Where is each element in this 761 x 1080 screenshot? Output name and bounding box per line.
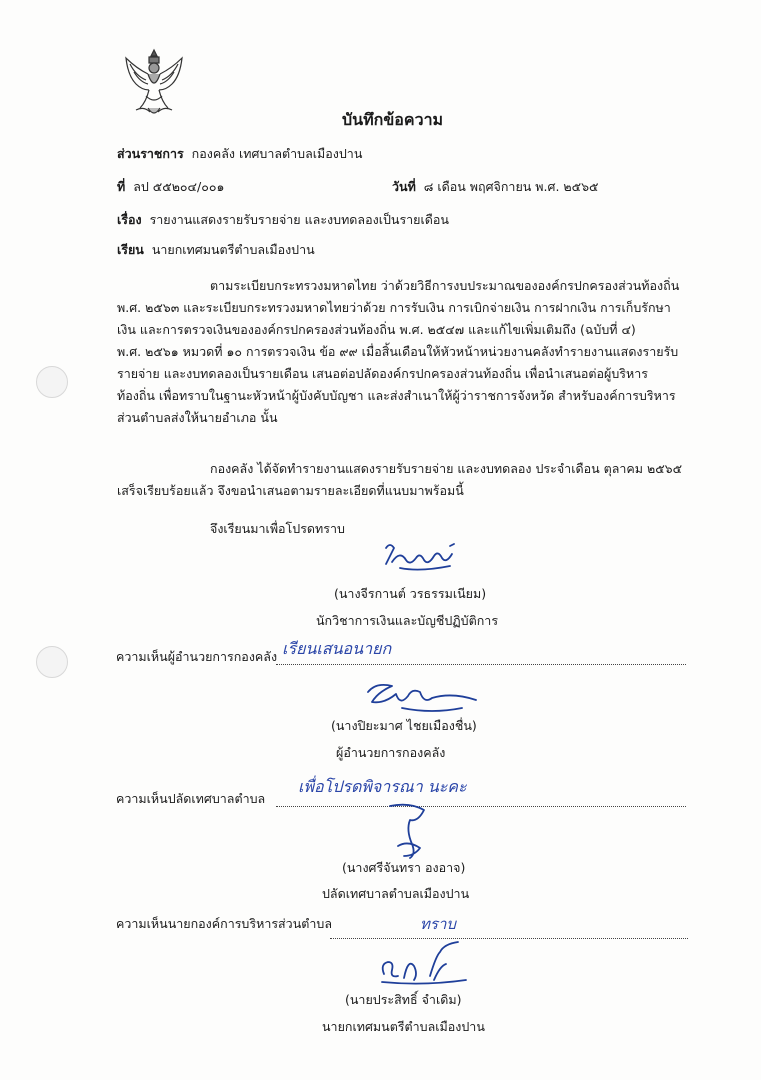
body-p1-line-2: พ.ศ. ๒๕๖๓ และระเบียบกระทรวงมหาดไทยว่าด้วย การรับเงิน การเบิกจ่ายเงิน การฝากเงิน การเก็บรักษา: [117, 300, 671, 315]
s2-name: (นางปิยะมาศ ไชยเมืองชื่น): [331, 718, 477, 733]
division-label: ส่วนราชการ: [117, 146, 184, 161]
body-p1-line-5: รายจ่าย และงบทดลองเป็นรายเดือน เสนอต่อปลัดองค์กรปกครองส่วนท้องถิ่น เพื่อนำเสนอต่อผู้บริหาร: [117, 366, 648, 381]
s2-comment: เรียนเสนอนายก: [282, 639, 392, 658]
s3-position: ปลัดเทศบาลตำบลเมืองปาน: [322, 886, 470, 901]
ref-label: ที่: [117, 179, 126, 194]
s4-comment: ทราบ: [420, 915, 456, 933]
s2-label: ความเห็นผู้อำนวยการกองคลัง: [116, 649, 278, 664]
body-p2-line-2: เสร็จเรียบร้อยแล้ว จึงขอนำเสนอตามรายละเอียดที่แนบมาพร้อมนี้: [117, 483, 464, 498]
date-line: [392, 178, 599, 196]
s4-name: (นายประสิทธิ์ จำเดิม): [345, 992, 462, 1007]
signature-1: [380, 540, 464, 574]
signature-2: [362, 678, 482, 714]
s1-position: นักวิชาการเงินและบัญชีปฏิบัติการ: [316, 613, 499, 628]
subject-value: รายงานแสดงรายรับรายจ่าย และงบทดลองเป็นรายเดือน: [149, 212, 449, 227]
s2-dotted-line: [276, 664, 686, 665]
body-p1-line-6: ท้องถิ่น เพื่อทราบในฐานะหัวหน้าผู้บังคับบัญชา และส่งสำเนาให้ผู้ว่าราชการจังหวัด สำหรับองค์การบริหาร: [117, 388, 676, 403]
body-p1-line-1: ตามระเบียบกระทรวงมหาดไทย ว่าด้วยวิธีการงบประมาณขององค์กรปกครองส่วนท้องถิ่น: [210, 278, 680, 293]
garuda-emblem-icon: [122, 46, 186, 120]
signature-3: [380, 800, 450, 862]
body-p1-line-3: เงิน และการตรวจเงินขององค์กรปกครองส่วนท้องถิ่น พ.ศ. ๒๕๔๗ และแก้ไขเพิ่มเติมถึง (ฉบับที่ ๔): [117, 322, 636, 337]
body-p2-line-1: กองคลัง ได้จัดทำรายงานแสดงรายรับรายจ่าย และงบทดลอง ประจำเดือน ตุลาคม ๒๕๖๕: [210, 461, 683, 476]
closing-line: จึงเรียนมาเพื่อโปรดทราบ: [210, 521, 345, 536]
s4-position: นายกเทศมนตรีตำบลเมืองปาน: [322, 1019, 485, 1034]
punch-hole-top: [36, 366, 68, 398]
date-value: ๘ เดือน พฤศจิกายน พ.ศ. ๒๕๖๕: [423, 179, 599, 194]
s1-name: (นางจีรกานต์ วรธรรมเนียม): [334, 586, 487, 601]
division-value: กองคลัง เทศบาลตำบลเมืองปาน: [191, 146, 363, 161]
date-label: วันที่: [392, 179, 416, 194]
body-p1-line-4: พ.ศ. ๒๕๖๑ หมวดที่ ๑๐ การตรวจเงิน ข้อ ๙๙ เมื่อสิ้นเดือนให้หัวหน้าหน่วยงานคลังทำรายงานแสดงรายรับ: [117, 344, 679, 359]
s4-label: ความเห็นนายกองค์การบริหารส่วนตำบล: [116, 916, 332, 931]
ref-line: [117, 178, 224, 196]
s2-position: ผู้อำนวยการกองคลัง: [336, 745, 446, 760]
punch-hole-bottom: [36, 646, 68, 678]
division-line: [117, 145, 362, 163]
to-line: [117, 241, 315, 259]
s3-name: (นางศรีจันทรา องอาจ): [342, 860, 466, 875]
to-value: นายกเทศมนตรีตำบลเมืองปาน: [151, 242, 315, 257]
subject-line: [117, 211, 449, 229]
body-p1-line-7: ส่วนตำบลส่งให้นายอำเภอ นั้น: [117, 410, 278, 425]
s3-label: ความเห็นปลัดเทศบาลตำบล: [116, 791, 266, 806]
s3-dotted-line: [276, 806, 686, 807]
to-label: เรียน: [117, 242, 144, 257]
subject-label: เรื่อง: [117, 212, 142, 227]
ref-value: ลป ๕๕๒๐๔/๐๐๑: [133, 179, 225, 194]
signature-4: [374, 936, 474, 988]
memo-title: บันทึกข้อความ: [342, 110, 444, 129]
s3-comment: เพื่อโปรดพิจารณา นะคะ: [298, 777, 467, 796]
